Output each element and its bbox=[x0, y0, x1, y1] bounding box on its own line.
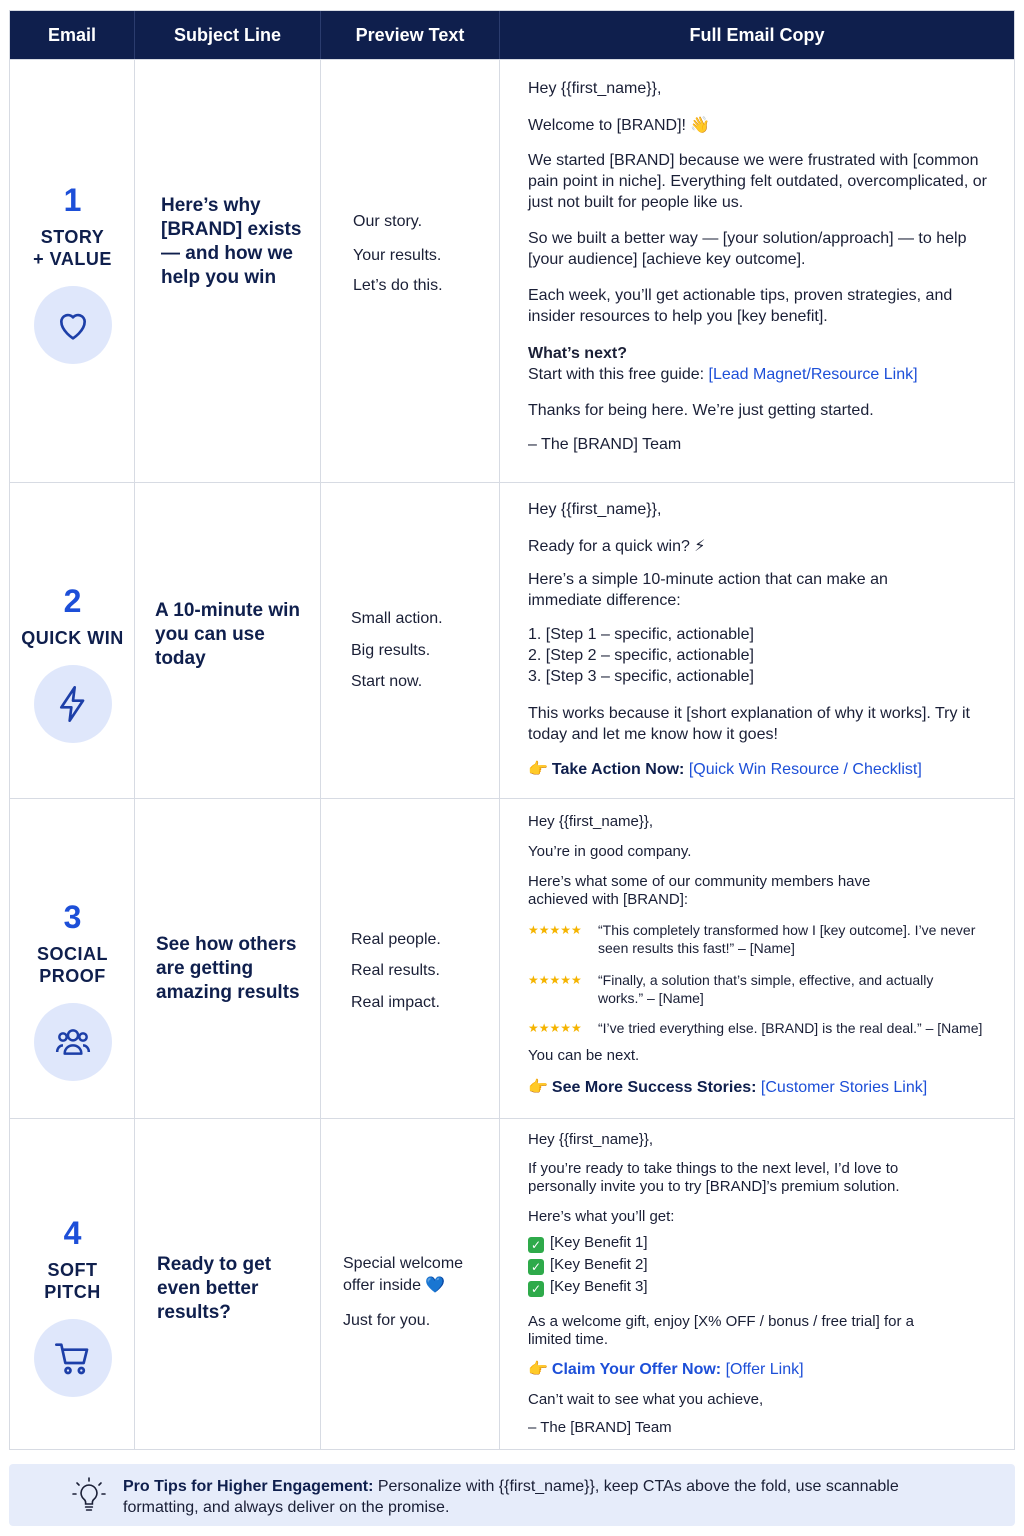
step-item: 3. [Step 3 – specific, actionable] bbox=[528, 668, 754, 685]
cta-label: Take Action Now: bbox=[551, 761, 685, 778]
benefit-text: [Key Benefit 3] bbox=[550, 1278, 648, 1295]
cta-line bbox=[528, 1361, 1002, 1379]
greeting: Hey {{first_name}}, bbox=[528, 813, 654, 830]
email-number: 3 bbox=[63, 899, 82, 935]
subject-cell bbox=[135, 1119, 321, 1450]
table-row-email-3 bbox=[10, 798, 1014, 1118]
paragraph: If you’re ready to take things to the next level, I’d love to personally invite you to try [BRAND]’s premium solution. bbox=[528, 1160, 900, 1195]
table-row-email-4 bbox=[10, 1118, 1014, 1450]
preview-line: Let’s do this. bbox=[353, 277, 443, 294]
testimonial-text: “This completely transformed how I [key outcome]. I’ve never seen results this fast!” – [Name] bbox=[598, 922, 976, 956]
customer-stories-link[interactable]: [Customer Stories Link] bbox=[760, 1079, 928, 1096]
cart-icon bbox=[34, 1319, 112, 1397]
star-rating-icon: ★★★★★ bbox=[528, 1021, 582, 1035]
lightbulb-icon bbox=[67, 1474, 111, 1518]
preview-line: Special welcome offer inside 💙 bbox=[343, 1255, 464, 1294]
paragraph: Here’s a simple 10-minute action that can make an immediate difference: bbox=[528, 571, 888, 609]
paragraph: This works because it [short explanation of why it works]. Try it today and let me know how it goes! bbox=[528, 705, 970, 743]
benefit-item bbox=[528, 1256, 1002, 1275]
preview-line: Our story. bbox=[353, 213, 423, 230]
intro-line: Ready for a quick win? ⚡ bbox=[528, 538, 706, 555]
pro-tips-body: Personalize with {{first_name}}, keep CTAs above the fold, use scannable formatting, and always deliver on the promise. bbox=[123, 1478, 899, 1516]
pointing-hand-icon: 👉 bbox=[528, 1361, 548, 1378]
benefit-item bbox=[528, 1234, 1002, 1253]
testimonial-text: “Finally, a solution that’s simple, effective, and actually works.” – [Name] bbox=[598, 972, 934, 1006]
cta-line bbox=[528, 1079, 1002, 1097]
email-label: SOFT PITCH bbox=[44, 1260, 101, 1302]
preview-text bbox=[351, 609, 491, 692]
email-cell bbox=[10, 483, 135, 798]
email-copy bbox=[528, 499, 1002, 780]
testimonial-text: “I’ve tried everything else. [BRAND] is the real deal.” – [Name] bbox=[598, 1020, 983, 1036]
header-subject-line: Subject Line bbox=[135, 11, 321, 59]
quick-win-link[interactable]: [Quick Win Resource / Checklist] bbox=[688, 761, 922, 778]
email-label: QUICK WIN bbox=[21, 628, 124, 648]
email-copy-cell bbox=[500, 1119, 1014, 1450]
preview-cell bbox=[321, 799, 500, 1118]
paragraph: Each week, you’ll get actionable tips, proven strategies, and insider resources to help you [key benefit]. bbox=[528, 287, 953, 325]
cta-line bbox=[528, 759, 1002, 780]
email-copy-cell bbox=[500, 799, 1014, 1118]
star-rating-icon: ★★★★★ bbox=[528, 923, 582, 937]
table-row-email-2 bbox=[10, 482, 1014, 798]
preview-text bbox=[351, 930, 491, 1013]
table-row-email-1 bbox=[10, 59, 1014, 482]
greeting: Hey {{first_name}}, bbox=[528, 1131, 654, 1148]
testimonial bbox=[528, 971, 1002, 1007]
signoff: – The [BRAND] Team bbox=[528, 1419, 672, 1436]
pro-tips-text bbox=[123, 1476, 945, 1518]
table-header bbox=[10, 11, 1014, 59]
email-number: 2 bbox=[63, 583, 82, 619]
checkmark-icon: ✓ bbox=[528, 1259, 544, 1275]
benefit-text: [Key Benefit 2] bbox=[550, 1256, 648, 1273]
next-line: You can be next. bbox=[528, 1047, 640, 1064]
step-item: 1. [Step 1 – specific, actionable] bbox=[528, 626, 754, 643]
paragraph: So we built a better way — [your solution/approach] — to help [your audience] [achieve key outcome]. bbox=[528, 230, 967, 268]
benefits-heading: Here’s what you’ll get: bbox=[528, 1208, 675, 1225]
checkmark-icon: ✓ bbox=[528, 1281, 544, 1297]
subject-cell bbox=[135, 483, 321, 798]
email-number: 1 bbox=[63, 182, 82, 218]
preview-line: Small action. bbox=[351, 610, 443, 627]
header-full-email-copy: Full Email Copy bbox=[689, 24, 825, 45]
thanks-line: Thanks for being here. We’re just getting started. bbox=[528, 402, 874, 419]
email-copy bbox=[528, 1131, 1002, 1437]
preview-line: Real results. bbox=[351, 962, 440, 979]
cta-label: Claim Your Offer Now: bbox=[551, 1361, 722, 1378]
preview-line: Big results. bbox=[351, 642, 431, 659]
lightning-icon bbox=[34, 665, 112, 743]
heart-icon bbox=[34, 286, 112, 364]
welcome-line: Welcome to [BRAND]! 👋 bbox=[528, 117, 711, 134]
lead-magnet-link[interactable]: [Lead Magnet/Resource Link] bbox=[708, 366, 918, 383]
email-label: SOCIAL PROOF bbox=[36, 944, 108, 986]
next-text: Start with this free guide: bbox=[528, 366, 709, 383]
preview-text bbox=[353, 212, 491, 296]
subject-line: See how others are getting amazing results bbox=[156, 934, 300, 1003]
preview-cell bbox=[321, 60, 500, 482]
pro-tips-banner bbox=[9, 1464, 1015, 1526]
subject-cell bbox=[135, 799, 321, 1118]
email-copy bbox=[528, 813, 1002, 1097]
preview-text bbox=[343, 1253, 491, 1331]
step-item: 2. [Step 2 – specific, actionable] bbox=[528, 647, 754, 664]
cta-label: See More Success Stories: bbox=[551, 1079, 757, 1096]
header-preview-text: Preview Text bbox=[321, 11, 500, 59]
paragraph: As a welcome gift, enjoy [X% OFF / bonus / free trial] for a limited time. bbox=[528, 1313, 914, 1348]
benefit-text: [Key Benefit 1] bbox=[550, 1234, 648, 1251]
star-rating-icon: ★★★★★ bbox=[528, 973, 582, 987]
email-number: 4 bbox=[63, 1215, 82, 1251]
next-line bbox=[528, 364, 1002, 385]
next-heading: What’s next? bbox=[528, 345, 627, 362]
preview-line: Real people. bbox=[351, 931, 441, 948]
subject-line: Ready to get even better results? bbox=[157, 1254, 272, 1323]
email-sequence-table bbox=[9, 10, 1015, 1450]
greeting: Hey {{first_name}}, bbox=[528, 501, 662, 518]
signoff: – The [BRAND] Team bbox=[528, 436, 682, 453]
preview-line: Real impact. bbox=[351, 994, 440, 1011]
preview-line: Your results. bbox=[353, 247, 442, 264]
paragraph: Here’s what some of our community members have achieved with [BRAND]: bbox=[528, 873, 871, 908]
pointing-hand-icon: 👉 bbox=[528, 1079, 548, 1096]
pro-tips-lead: Pro Tips for Higher Engagement: bbox=[123, 1478, 374, 1495]
email-cell bbox=[10, 1119, 135, 1450]
testimonial bbox=[528, 921, 1002, 957]
users-icon bbox=[34, 1003, 112, 1081]
preview-cell bbox=[321, 1119, 500, 1450]
preview-line: Just for you. bbox=[343, 1312, 431, 1329]
pointing-hand-icon: 👉 bbox=[528, 761, 548, 778]
benefit-item bbox=[528, 1278, 1002, 1297]
preview-cell bbox=[321, 483, 500, 798]
testimonial bbox=[528, 1019, 1002, 1037]
subject-line: A 10-minute win you can use today bbox=[155, 600, 300, 669]
email-copy bbox=[528, 78, 1002, 455]
email-copy-cell bbox=[500, 60, 1014, 482]
email-cell bbox=[10, 60, 135, 482]
offer-link[interactable]: [Offer Link] bbox=[725, 1361, 804, 1378]
closing-line: Can’t wait to see what you achieve, bbox=[528, 1391, 764, 1408]
checkmark-icon: ✓ bbox=[528, 1237, 544, 1253]
paragraph: We started [BRAND] because we were frustrated with [common pain point in niche]. Everything felt outdated, overcomplicated, or just not built for people like us. bbox=[528, 152, 987, 211]
intro-line: You’re in good company. bbox=[528, 843, 692, 860]
header-email: Email bbox=[10, 11, 135, 59]
email-cell bbox=[10, 799, 135, 1118]
email-label: STORY + VALUE bbox=[33, 227, 112, 269]
subject-line: Here’s why [BRAND] exists — and how we help you win bbox=[161, 195, 302, 288]
email-copy-cell bbox=[500, 483, 1014, 798]
subject-cell bbox=[135, 60, 321, 482]
preview-line: Start now. bbox=[351, 673, 423, 690]
greeting: Hey {{first_name}}, bbox=[528, 80, 662, 97]
